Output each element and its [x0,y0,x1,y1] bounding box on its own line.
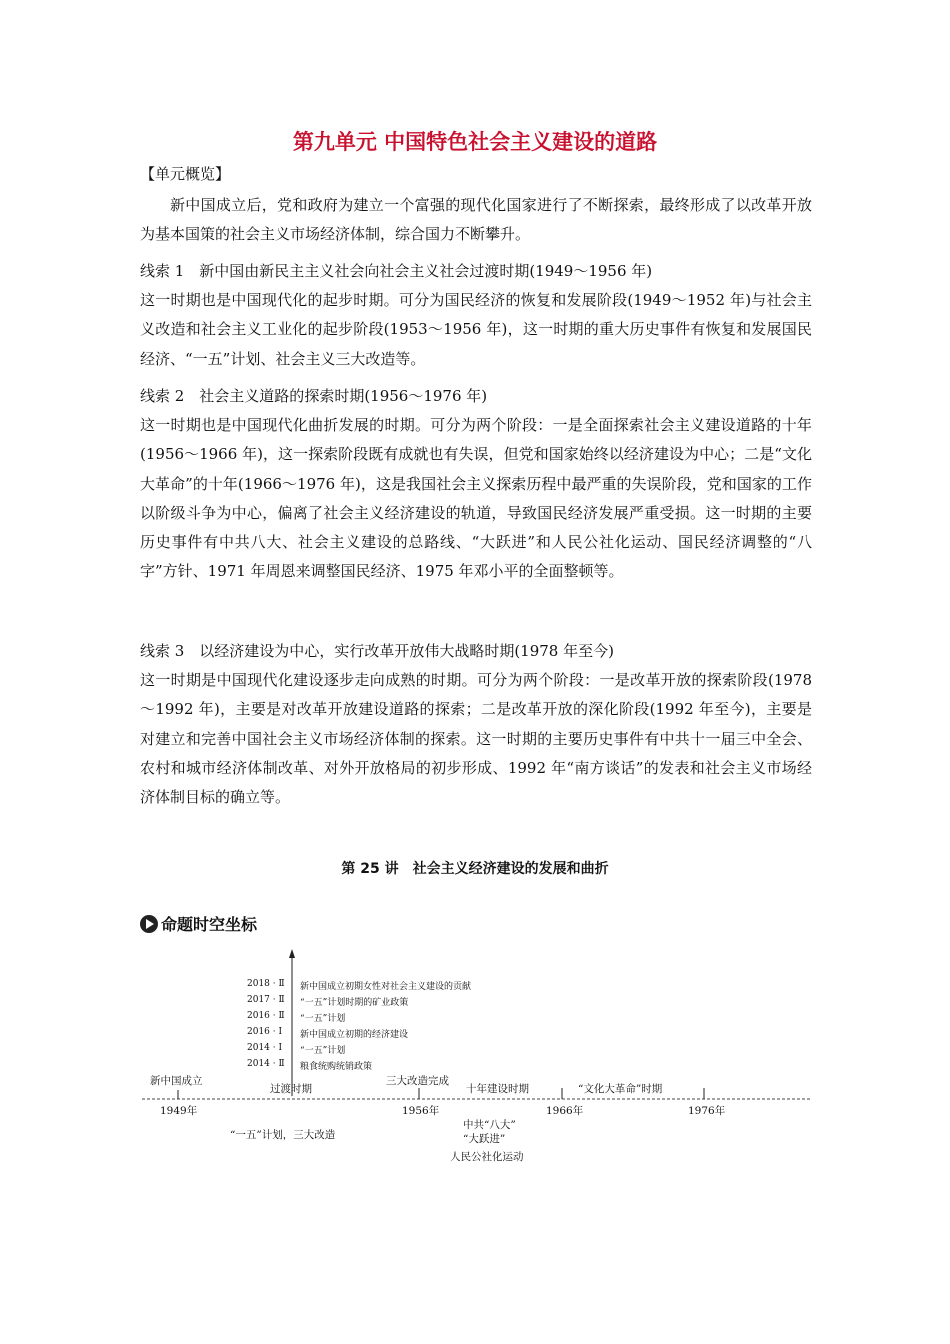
clue2-title: 线索 2 社会主义道路的探索时期(1956～1976 年) [140,387,488,405]
clue1-title: 线索 1 新中国由新民主主义社会向社会主义社会过渡时期(1949～1956 年) [140,262,653,280]
clue1-paragraph: 这一时期也是中国现代化的起步时期。可分为国民经济的恢复和发展阶段(1949～1952 年)与社会主义改造和社会主义工业化的起步阶段(1953～1956 年)，这一时期的重大历史事件有恢复和发展国民经济、“一五”计划、社会主义三大改造等。 [140,291,812,368]
event-great-leap: “大跃进” [463,1133,506,1145]
overview-paragraph: 新中国成立后，党和政府为建立一个富强的现代化国家进行了不断探索，最终形成了以改革开放为基本国策的社会主义市场经济体制，综合国力不断攀升。 [140,196,812,244]
exam-topic-6: 粮食统购统销政策 [300,1062,373,1072]
vertical-axis-arrow [289,949,295,958]
clue2-paragraph: 这一时期也是中国现代化曲折发展的时期。可分为两个阶段：一是全面探索社会主义建设道路的十年(1956～1966 年)，这一探索阶段既有成就也有失误，但党和国家始终以经济建设为中心；二是“文化大革命”的十年(1966～1976 年)，这是我国社会主义探索历程中最严重的失误阶段，党和国家的工作以阶级斗争为中心，偏离了社会主义经济建设的轨道，导致国民经济发展严重受损。这一时期的主要历史事件有中共八大、社会主义建设的总路线、“大跃进”和人民公社化运动、国民经济调整的“八字”方针、1971 年周恩来调整国民经济、1975 年邓小平的全面整顿等。 [140,416,812,581]
label-reform-done: 三大改造完成 [386,1075,449,1087]
play-circle-icon [140,915,158,933]
page-title: 第九单元 中国特色社会主义建设的道路 [292,130,658,154]
exam-year-3: 2016 · Ⅱ [247,1011,285,1021]
event-commune: 人民公社化运动 [450,1151,524,1163]
exam-topic-3: “一五”计划 [300,1014,346,1024]
label-ten-years: 十年建设时期 [466,1083,529,1095]
overview-tag: 【单元概览】 [140,165,231,183]
exam-year-6: 2014 · Ⅱ [247,1059,285,1069]
year-1949: 1949年 [160,1105,198,1117]
event-plan-reform: “一五”计划，三大改造 [230,1129,336,1141]
event-8th-congress: 中共“八大” [463,1119,516,1131]
exam-year-2: 2017 · Ⅱ [247,995,285,1005]
exam-year-1: 2018 · Ⅱ [247,979,285,989]
label-transition: 过渡时期 [270,1083,312,1095]
label-cultural-revolution: “文化大革命”时期 [578,1083,663,1095]
exam-topic-5: “一五”计划 [300,1046,346,1056]
exam-year-5: 2014 · Ⅰ [247,1043,283,1053]
exam-topic-2: “一五”计划时期的矿业政策 [300,998,409,1008]
section-header-label: 命题时空坐标 [161,915,258,934]
exam-year-4: 2016 · Ⅰ [247,1027,283,1037]
exam-topic-1: 新中国成立初期女性对社会主义建设的贡献 [300,982,472,992]
lesson-title: 第 25 讲 社会主义经济建设的发展和曲折 [341,861,609,877]
label-founding: 新中国成立 [150,1075,203,1087]
year-1956: 1956年 [402,1105,440,1117]
clue3-paragraph: 这一时期是中国现代化建设逐步走向成熟的时期。可分为两个阶段：一是改革开放的探索阶段(1978～1992 年)，主要是对改革开放建设道路的探索；二是改革开放的深化阶段(1992 年至今)，主要是对建立和完善中国社会主义市场经济体制的探索。这一时期的主要历史事件有中共十一届三中全会、农村和城市经济体制改革、对外开放格局的初步形成、1992 年“南方谈话”的发表和社会主义市场经济体制目标的确立等。 [140,671,812,807]
exam-topic-4: 新中国成立初期的经济建设 [300,1030,409,1040]
clue3-title: 线索 3 以经济建设为中心，实行改革开放伟大战略时期(1978 年至今) [140,642,614,660]
year-1966: 1966年 [546,1105,584,1117]
year-1976: 1976年 [688,1105,726,1117]
section-header [140,912,257,935]
